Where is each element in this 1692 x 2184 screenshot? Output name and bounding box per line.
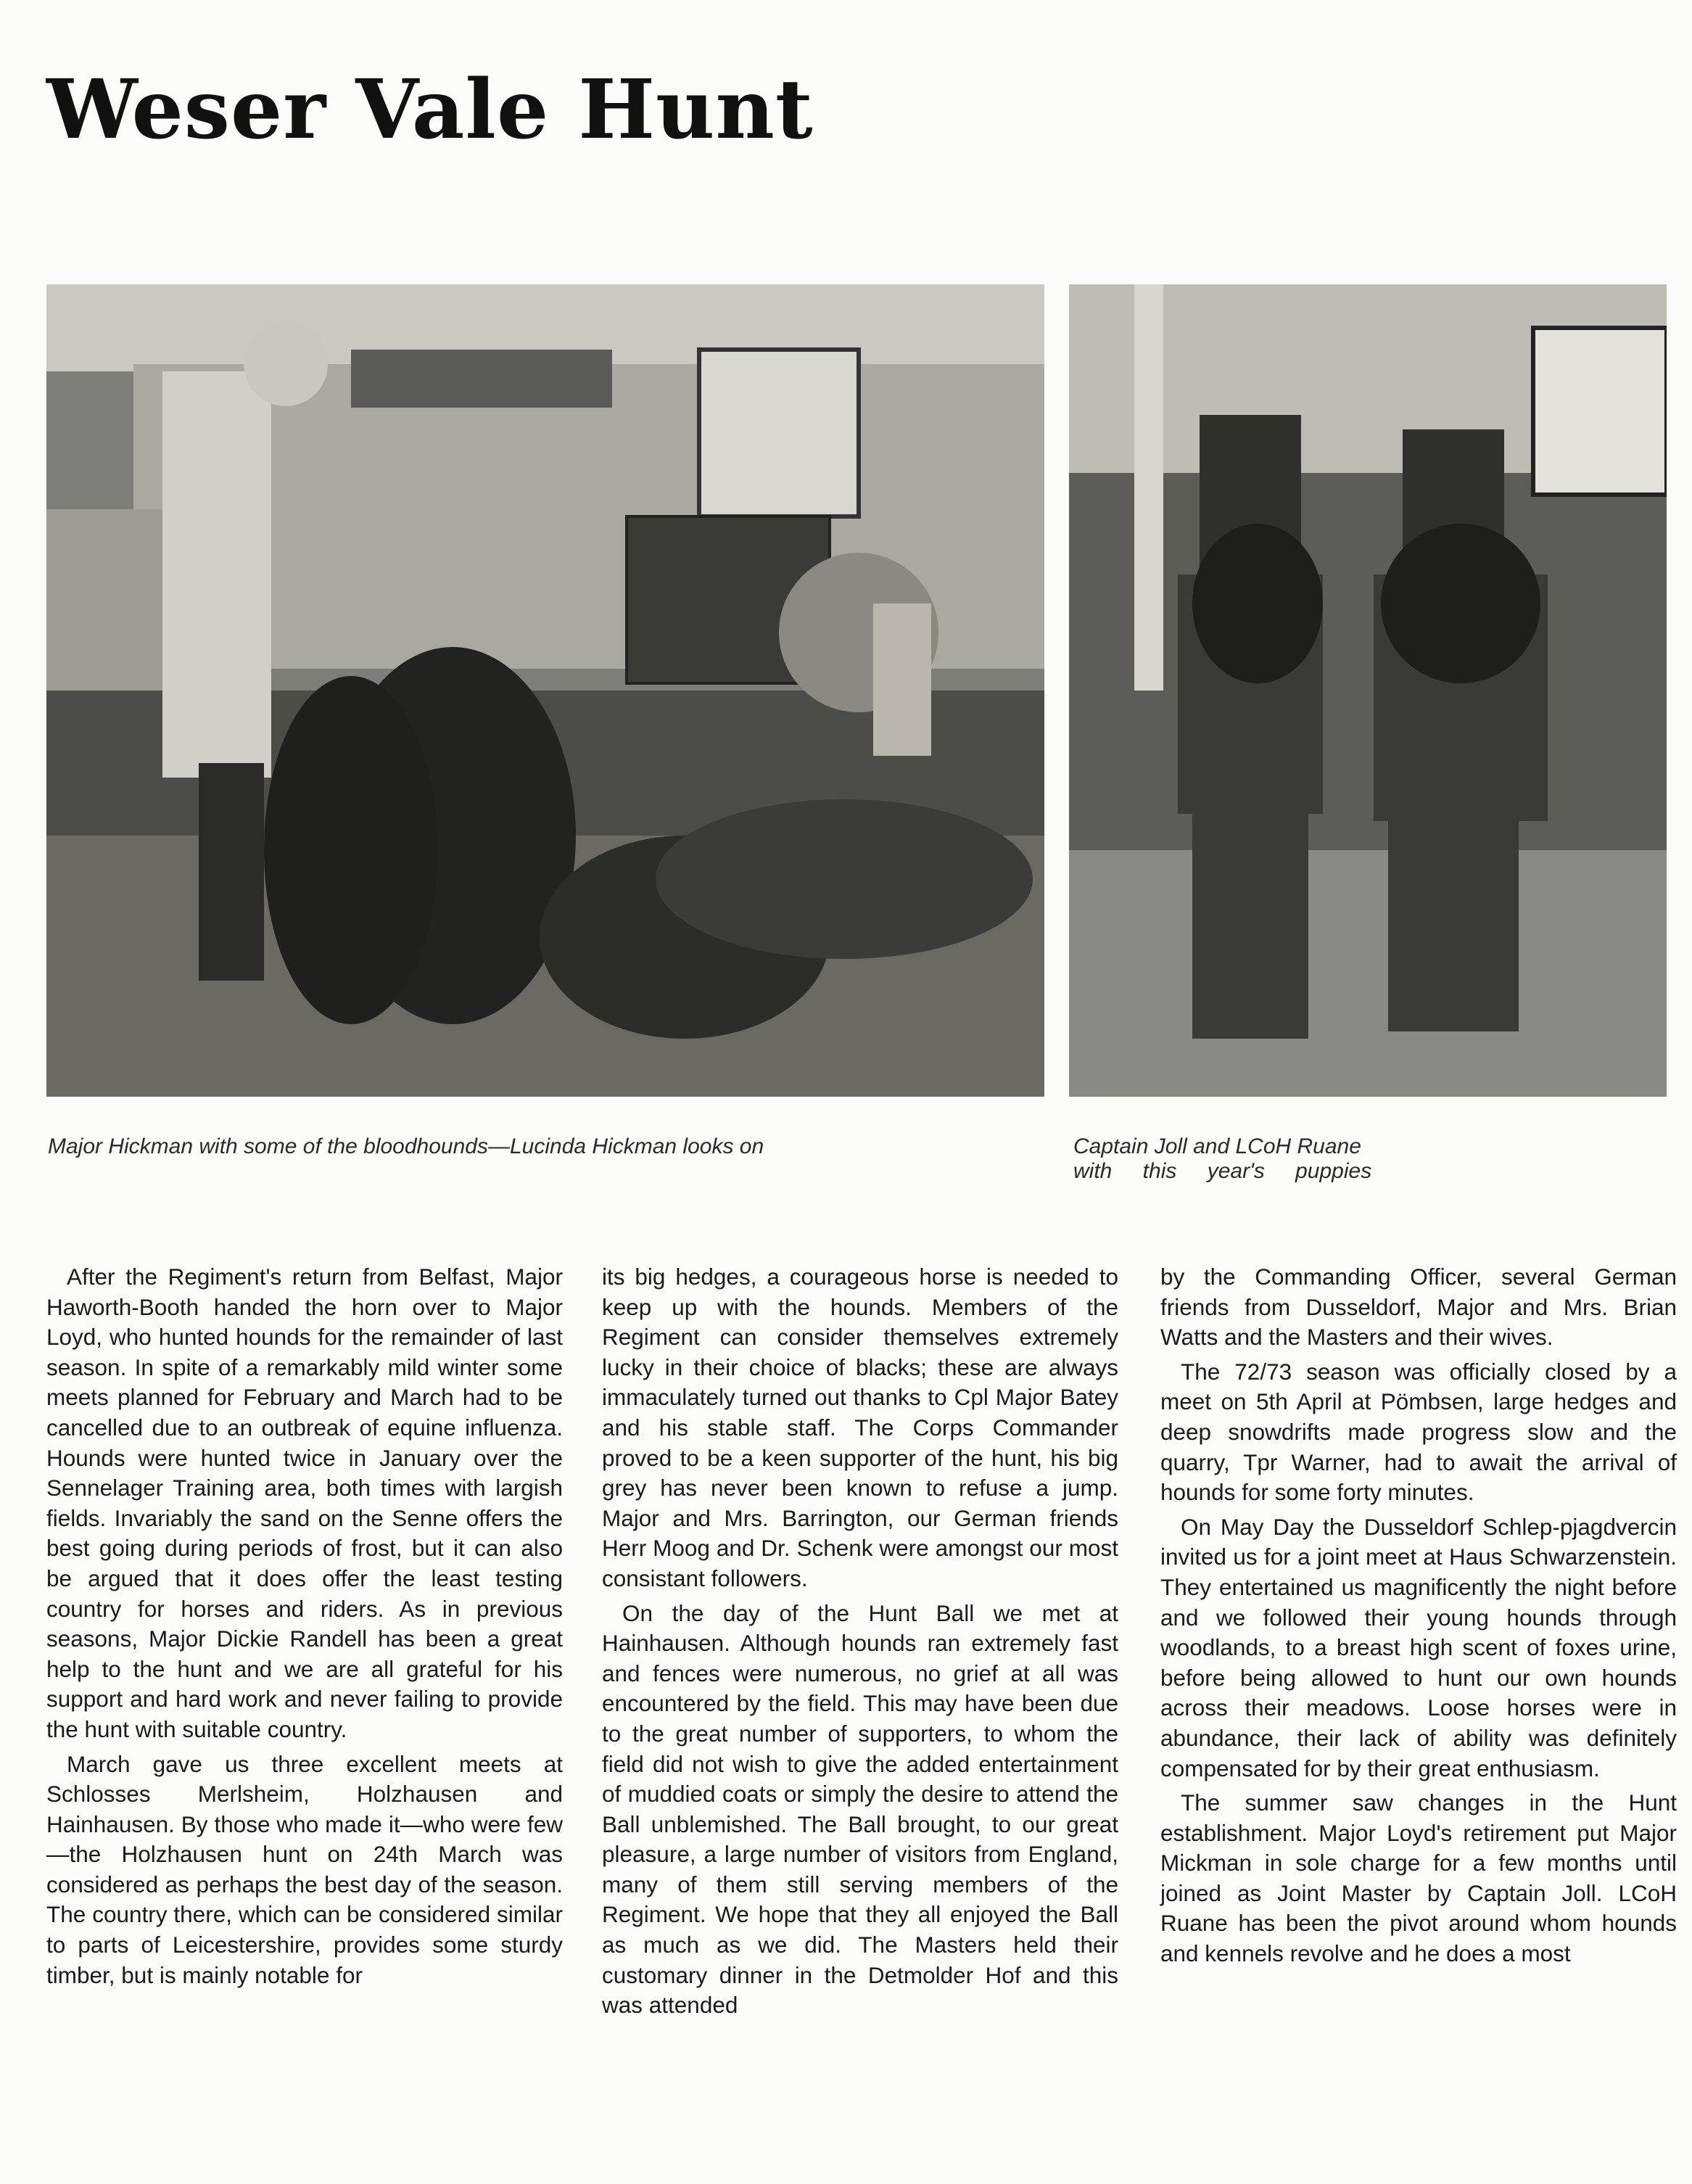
photo-hounds-caption: Major Hickman with some of the bloodhounds—Lucinda Hickman looks on <box>48 1134 764 1158</box>
paragraph: its big hedges, a courageous horse is needed to keep up with the hounds. Members of the Regiment can consider themselves extremely lucky in their choice of blacks; these are always immaculately turned out thanks to Cpl Major Batey and his stable staff. The Corps Commander proved to be a keen supporter of the hunt, his big grey has never been known to refuse a jump. Major and Mrs. Barrington, our German friends Herr Moog and Dr. Schenk were amongst our most consistant followers. <box>602 1264 1118 1591</box>
paragraph: The summer saw changes in the Hunt establishment. Major Loyd's retirement put Major Mickman in sole charge for a few months until joined as Joint Master by Captain Joll. LCoH Ruane has been the pivot around whom hounds and kennels revolve and he does a most <box>1160 1789 1677 1967</box>
photo-puppies-illustration <box>1069 284 1667 1097</box>
paragraph: The 72/73 season was officially closed by a meet on 5th April at Pömbsen, large hedges and deep snowdrifts made progress slow and the quarry, Tpr Warner, had to await the arrival of hounds for some forty minutes. <box>1160 1358 1677 1506</box>
photo-puppies-caption-line-1: Captain Joll and LCoH Ruane <box>1073 1134 1361 1158</box>
paragraph: On the day of the Hunt Ball we met at Hainhausen. Although hounds ran extremely fast and fences were numerous, no grief at all was encountered by the field. This may have been due to the great number of supporters, to whom the field did not wish to give the added entertainment of muddied coats or simply the desire to attend the Ball unblemished. The Ball brought, to our great pleasure, a large number of visitors from England, many of them still serving members of the Regiment. We hope that they all enjoyed the Ball as much as we did. The Masters held their customary dinner in the Detmolder Hof and this was attended <box>602 1599 1118 2019</box>
paragraph: March gave us three excellent meets at Schlosses Merlsheim, Holzhausen and Hainhausen. By those who made it—who were few—the Holzhausen hunt on 24th March was considered as perhaps the best day of the season. The country there, which can be considered similar to parts of Leicestershire, provides some sturdy timber, but is mainly notable for <box>46 1750 563 1988</box>
photo-puppies <box>1069 284 1667 1097</box>
photo-puppies-caption <box>1073 1134 1429 1184</box>
photo-hounds <box>46 284 1044 1097</box>
text-column-2 <box>602 1262 1118 2025</box>
paragraph: After the Regiment's return from Belfast, Major Haworth-Booth handed the horn over to Major Loyd, who hunted hounds for the remainder of last season. In spite of a remarkably mild winter some meets planned for February and March had to be cancelled due to an outbreak of equine influenza. Hounds were hunted twice in January over the Sennelager Training area, both times with largish fields. Invariably the sand on the Senne offers the best going during periods of frost, but it can also be argued that it does offer the least testing country for horses and riders. As in previous seasons, Major Dickie Randell has been a great help to the hunt and we are all grateful for his support and hard work and never failing to provide the hunt with suitable country. <box>46 1264 563 1742</box>
article-title: Weser Vale Hunt <box>46 62 814 157</box>
paragraph: On May Day the Dusseldorf Schlep-pjagdvercin invited us for a joint meet at Haus Schwarzenstein. They entertained us magnificently the night before and we followed their young hounds through woodlands, to a breast high scent of foxes urine, before being allowed to hunt our own hounds across their meadows. Loose horses were in abundance, their lack of ability was definitely compensated for by their great enthusiasm. <box>1160 1513 1677 1781</box>
photo-puppies-caption-line-2: with this year's puppies <box>1073 1159 1372 1183</box>
text-column-3 <box>1160 1262 1677 1974</box>
photo-hounds-illustration <box>46 284 1044 1097</box>
paragraph: by the Commanding Officer, several German friends from Dusseldorf, Major and Mrs. Brian Watts and the Masters and their wives. <box>1160 1264 1677 1351</box>
text-column-1 <box>46 1262 563 1995</box>
